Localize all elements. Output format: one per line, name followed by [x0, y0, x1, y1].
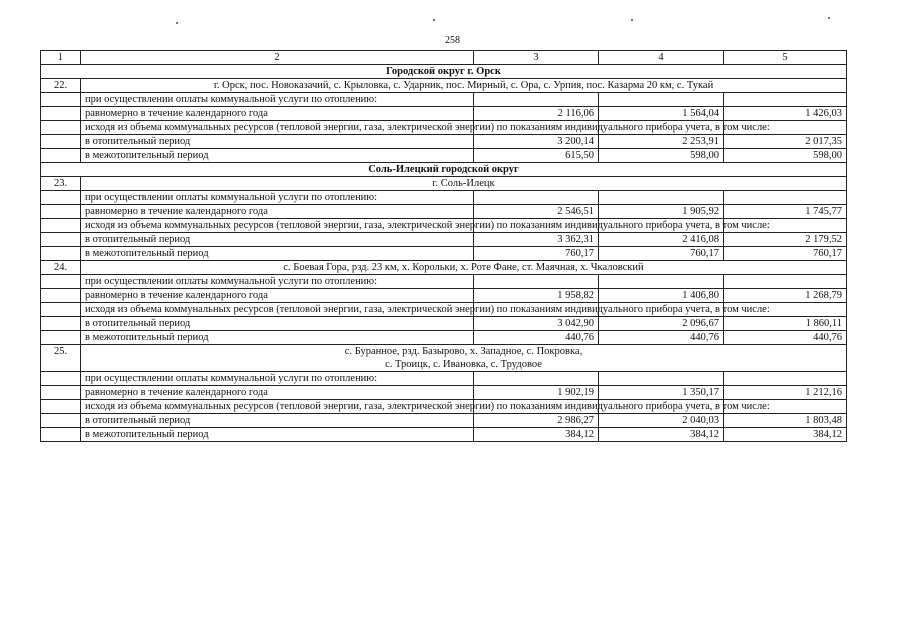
scan-speck	[828, 17, 830, 19]
row-label: в отопительный период	[81, 233, 474, 247]
row-number-cell	[41, 414, 81, 428]
value-cell	[724, 191, 847, 205]
tariff-value: 2 986,27	[474, 414, 599, 428]
tariff-row	[41, 428, 847, 442]
row-number-cell	[41, 289, 81, 303]
tariff-row	[41, 289, 847, 303]
tariff-table-body	[41, 51, 847, 442]
row-label: равномерно в течение календарного года	[81, 386, 474, 400]
row-number-cell	[41, 372, 81, 386]
row-number-cell	[41, 191, 81, 205]
tariff-value: 1 905,92	[599, 205, 724, 219]
row-label: исходя из объема коммунальных ресурсов (тепловой энергии, газа, электрической энергии) по показаниям индивидуального прибора учета, в том числе:	[81, 303, 474, 317]
header-cell-col4: 4	[599, 51, 724, 65]
value-cell	[724, 93, 847, 107]
row-label: при осуществлении оплаты коммунальной услуги по отоплению:	[81, 275, 474, 289]
header-cell-col5: 5	[724, 51, 847, 65]
page-number: 258	[445, 35, 460, 46]
row-number-cell	[41, 275, 81, 289]
value-cell	[474, 275, 599, 289]
tariff-value: 1 902,19	[474, 386, 599, 400]
tariff-value: 384,12	[724, 428, 847, 442]
tariff-value: 3 200,14	[474, 135, 599, 149]
value-cell	[474, 191, 599, 205]
group-title: Соль-Илецкий городской округ	[41, 163, 847, 177]
tariff-value: 1 803,48	[724, 414, 847, 428]
row-number-cell	[41, 149, 81, 163]
tariff-row	[41, 135, 847, 149]
tariff-value: 1 958,82	[474, 289, 599, 303]
locality-row	[41, 177, 847, 191]
row-label: исходя из объема коммунальных ресурсов (тепловой энергии, газа, электрической энергии) по показаниям индивидуального прибора учета, в том числе:	[81, 121, 474, 135]
value-cell	[599, 93, 724, 107]
tariff-value: 2 017,35	[724, 135, 847, 149]
tariff-value: 384,12	[599, 428, 724, 442]
locality-row	[41, 345, 847, 372]
row-number-cell	[41, 93, 81, 107]
tariff-value: 760,17	[599, 247, 724, 261]
row-number: 23.	[41, 177, 81, 191]
tariff-value: 2 116,06	[474, 107, 599, 121]
locality-list-line: с. Буранное, рзд. Базырово, х. Западное, с. Покровка,	[344, 346, 583, 357]
tariff-value: 1 745,77	[724, 205, 847, 219]
row-label: равномерно в течение календарного года	[81, 205, 474, 219]
tariff-value: 1 268,79	[724, 289, 847, 303]
tariff-value: 615,50	[474, 149, 599, 163]
tariff-row	[41, 414, 847, 428]
row-number-cell	[41, 247, 81, 261]
header-cell-col2: 2	[81, 51, 474, 65]
row-label: в межотопительный период	[81, 247, 474, 261]
group-title: Городской округ г. Орск	[41, 65, 847, 79]
section-label-row	[41, 372, 847, 386]
row-number-cell	[41, 386, 81, 400]
metered-label-row	[41, 121, 847, 135]
row-label: в межотопительный период	[81, 331, 474, 345]
value-cell	[599, 275, 724, 289]
tariff-table	[40, 50, 847, 442]
section-label-row	[41, 275, 847, 289]
tariff-value: 1 860,11	[724, 317, 847, 331]
scan-speck	[176, 22, 178, 24]
locality-list-line: с. Троицк, с. Ивановка, с. Трудовое	[385, 359, 542, 370]
row-number-cell	[41, 205, 81, 219]
metered-label-row	[41, 400, 847, 414]
tariff-row	[41, 205, 847, 219]
row-label: при осуществлении оплаты коммунальной услуги по отоплению:	[81, 191, 474, 205]
locality-list: с. Боевая Гора, рзд. 23 км, х. Корольки, х. Роте Фане, ст. Маячная, х. Чкаловский	[81, 261, 847, 275]
tariff-value: 2 416,08	[599, 233, 724, 247]
tariff-value: 1 564,04	[599, 107, 724, 121]
row-number: 24.	[41, 261, 81, 275]
group-header-row	[41, 163, 847, 177]
tariff-value: 760,17	[724, 247, 847, 261]
tariff-value: 440,76	[724, 331, 847, 345]
tariff-value: 2 253,91	[599, 135, 724, 149]
scan-speck	[433, 19, 435, 21]
locality-list	[81, 345, 847, 372]
value-cell	[724, 372, 847, 386]
tariff-row	[41, 233, 847, 247]
tariff-value: 2 546,51	[474, 205, 599, 219]
tariff-value: 760,17	[474, 247, 599, 261]
row-number-cell	[41, 303, 81, 317]
value-cell	[599, 372, 724, 386]
locality-list: г. Орск, пос. Новоказачий, с. Крыловка, с. Ударник, пос. Мирный, с. Ора, с. Урпия, пос. Казарма 20 км, с. Тукай	[81, 79, 847, 93]
group-header-row	[41, 65, 847, 79]
tariff-row	[41, 331, 847, 345]
row-label: равномерно в течение календарного года	[81, 107, 474, 121]
tariff-value: 1 350,17	[599, 386, 724, 400]
row-label: в отопительный период	[81, 414, 474, 428]
tariff-row	[41, 247, 847, 261]
tariff-value: 598,00	[599, 149, 724, 163]
tariff-value: 1 426,03	[724, 107, 847, 121]
tariff-row	[41, 149, 847, 163]
row-label: в межотопительный период	[81, 149, 474, 163]
header-row	[41, 51, 847, 65]
tariff-value: 2 040,03	[599, 414, 724, 428]
row-label: исходя из объема коммунальных ресурсов (тепловой энергии, газа, электрической энергии) по показаниям индивидуального прибора учета, в том числе:	[81, 400, 474, 414]
row-label: при осуществлении оплаты коммунальной услуги по отоплению:	[81, 372, 474, 386]
row-number: 25.	[41, 345, 81, 372]
value-cell	[474, 93, 599, 107]
tariff-value: 440,76	[599, 331, 724, 345]
row-number-cell	[41, 317, 81, 331]
header-cell-col1: 1	[41, 51, 81, 65]
locality-list: г. Соль-Илецк	[81, 177, 847, 191]
row-number: 22.	[41, 79, 81, 93]
locality-row	[41, 261, 847, 275]
row-number-cell	[41, 428, 81, 442]
scan-speck	[631, 19, 633, 21]
row-number-cell	[41, 331, 81, 345]
row-number-cell	[41, 107, 81, 121]
row-number-cell	[41, 400, 81, 414]
row-label: в отопительный период	[81, 135, 474, 149]
tariff-value: 2 096,67	[599, 317, 724, 331]
row-label: при осуществлении оплаты коммунальной услуги по отоплению:	[81, 93, 474, 107]
tariff-value: 2 179,52	[724, 233, 847, 247]
row-number-cell	[41, 233, 81, 247]
value-cell	[474, 372, 599, 386]
row-number-cell	[41, 135, 81, 149]
header-cell-col3: 3	[474, 51, 599, 65]
tariff-value: 440,76	[474, 331, 599, 345]
tariff-value: 598,00	[724, 149, 847, 163]
tariff-value: 384,12	[474, 428, 599, 442]
section-label-row	[41, 93, 847, 107]
tariff-value: 1 212,16	[724, 386, 847, 400]
tariff-value: 3 362,31	[474, 233, 599, 247]
tariff-row	[41, 317, 847, 331]
row-label: в межотопительный период	[81, 428, 474, 442]
row-label: в отопительный период	[81, 317, 474, 331]
value-cell	[599, 191, 724, 205]
row-number-cell	[41, 121, 81, 135]
value-cell	[724, 275, 847, 289]
tariff-row	[41, 107, 847, 121]
tariff-row	[41, 386, 847, 400]
section-label-row	[41, 191, 847, 205]
tariff-value: 3 042,90	[474, 317, 599, 331]
metered-label-row	[41, 303, 847, 317]
row-label: равномерно в течение календарного года	[81, 289, 474, 303]
row-label: исходя из объема коммунальных ресурсов (тепловой энергии, газа, электрической энергии) по показаниям индивидуального прибора учета, в том числе:	[81, 219, 474, 233]
locality-row	[41, 79, 847, 93]
row-number-cell	[41, 219, 81, 233]
metered-label-row	[41, 219, 847, 233]
tariff-value: 1 406,80	[599, 289, 724, 303]
